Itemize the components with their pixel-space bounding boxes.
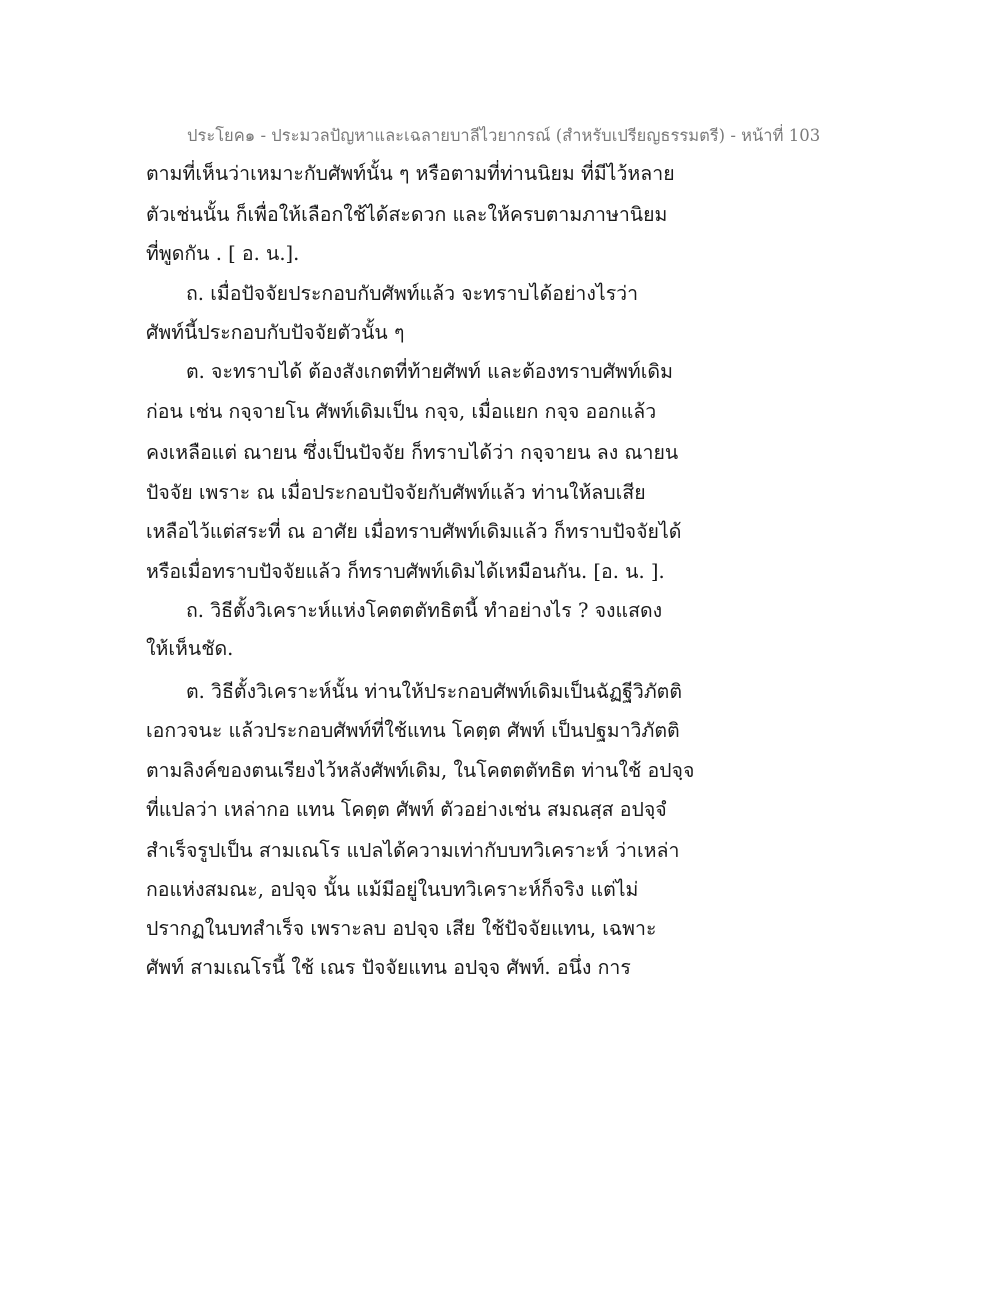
text-line: ตามลิงค์ของตนเรียงไว้หลังศัพท์เดิม, ในโคตตตัทธิต ท่านใช้ อปจฺจ bbox=[146, 759, 695, 782]
text-line: ตัวเช่นนั้น ก็เพื่อให้เลือกใช้ได้สะดวก และให้ครบตามภาษานิยม bbox=[146, 203, 668, 226]
text-line: ก่อน เช่น กจฺจายโน ศัพท์เดิมเป็น กจฺจ, เมื่อแยก กจฺจ ออกแล้ว bbox=[146, 400, 657, 423]
text-line: ให้เห็นชัด. bbox=[146, 637, 234, 660]
text-line: ปรากฏในบทสำเร็จ เพราะลบ อปจฺจ เสีย ใช้ปัจจัยแทน, เฉพาะ bbox=[146, 917, 657, 940]
text-line: กอแห่งสมณะ, อปจฺจ นั้น แม้มีอยู่ในบทวิเคราะห์ก็จริง แต่ไม่ bbox=[146, 878, 639, 901]
answer-line: ต. จะทราบได้ ต้องสังเกตที่ท้ายศัพท์ และต้องทราบศัพท์เดิม bbox=[186, 360, 673, 383]
answer-line: ต. วิธีตั้งวิเคราะห์นั้น ท่านให้ประกอบศัพท์เดิมเป็นฉัฏฐีวิภัตติ bbox=[186, 680, 683, 703]
text-line: ศัพท์นี้ประกอบกับปัจจัยตัวนั้น ๆ bbox=[146, 321, 405, 344]
question-line: ถ. วิธีตั้งวิเคราะห์แห่งโคตตตัทธิตนี้ ทำอย่างไร ? จงแสดง bbox=[186, 599, 663, 622]
text-line: ศัพท์ สามเณโรนี้ ใช้ เณร ปัจจัยแทน อปจฺจ ศัพท์. อนึ่ง การ bbox=[146, 956, 631, 979]
text-line: ตามที่เห็นว่าเหมาะกับศัพท์นั้น ๆ หรือตามที่ท่านนิยม ที่มีไว้หลาย bbox=[146, 162, 675, 185]
text-line: ปัจจัย เพราะ ณ เมื่อประกอบปัจจัยกับศัพท์แล้ว ท่านให้ลบเสีย bbox=[146, 481, 646, 504]
text-line: คงเหลือแต่ ณายน ซึ่งเป็นปัจจัย ก็ทราบได้ว่า กจฺจายน ลง ณายน bbox=[146, 441, 679, 464]
page-header: ประโยค๑ - ประมวลปัญหาและเฉลายบาลีไวยากรณ์ (สำหรับเปรียญธรรมตรี) - หน้าที่ 103 bbox=[187, 126, 821, 145]
text-line: ที่แปลว่า เหล่ากอ แทน โคตฺต ศัพท์ ตัวอย่างเช่น สมณสฺส อปจฺจํ bbox=[146, 798, 667, 821]
text-line: ที่พูดกัน . [ อ. น.]. bbox=[146, 242, 300, 265]
text-line: สำเร็จรูปเป็น สามเณโร แปลได้ความเท่ากับบทวิเคราะห์ ว่าเหล่า bbox=[146, 839, 680, 862]
text-line: เหลือไว้แต่สระที่ ณ อาศัย เมื่อทราบศัพท์เดิมแล้ว ก็ทราบปัจจัยได้ bbox=[146, 520, 682, 543]
question-line: ถ. เมื่อปัจจัยประกอบกับศัพท์แล้ว จะทราบได้อย่างไรว่า bbox=[186, 282, 639, 305]
text-line: เอกวจนะ แล้วประกอบศัพท์ที่ใช้แทน โคตฺต ศัพท์ เป็นปฐมาวิภัตติ bbox=[146, 719, 680, 742]
text-line: หรือเมื่อทราบปัจจัยแล้ว ก็ทราบศัพท์เดิมได้เหมือนกัน. [อ. น. ]. bbox=[146, 560, 665, 583]
